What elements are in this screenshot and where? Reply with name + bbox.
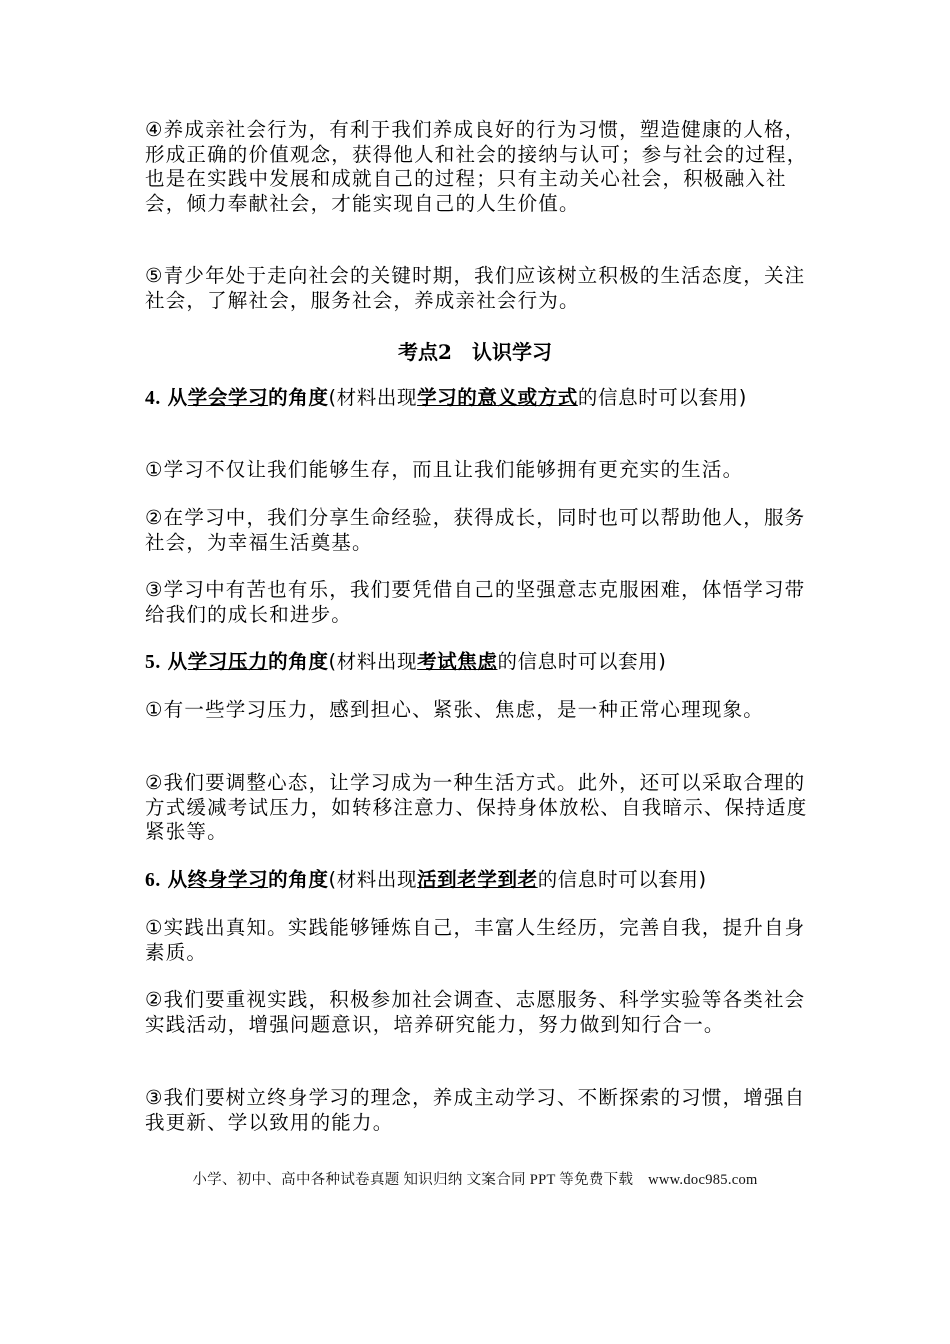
section-keyword: 学习压力 — [187, 650, 269, 673]
list-item: ②在学习中，我们分享生命经验，获得成长，同时也可以帮助他人，服务社会，为幸福生活奠基。 — [145, 506, 806, 554]
list-item: ③学习中有苦也有乐，我们要凭借自己的坚强意志克服困难，体悟学习带给我们的成长和进步。 — [145, 578, 806, 626]
paragraph-prosocial-benefits: ④养成亲社会行为，有利于我们养成良好的行为习惯，塑造健康的人格，形成正确的价值观念，获得他人和社会的接纳与认可；参与社会的过程，也是在实践中发展和成就自己的过程；只有主动关心社会，积极融入社会，倾力奉献社会，才能实现自己的人生价值。 — [145, 118, 808, 215]
section-note-post: 的信息时可以套用) — [537, 868, 707, 891]
list-item: ②我们要重视实践，积极参加社会调查、志愿服务、科学实验等各类社会实践活动，增强问题意识，培养研究能力，努力做到知行合一。 — [145, 988, 806, 1036]
section-pre: 从 — [167, 868, 188, 891]
list-item: ①有一些学习压力，感到担心、紧张、焦虑，是一种正常心理现象。 — [145, 698, 764, 721]
section-note-post: 的信息时可以套用) — [577, 386, 747, 409]
section-heading: 考点2 认识学习 — [398, 340, 552, 364]
section-title-5 — [145, 650, 813, 676]
section-note-pre: (材料出现 — [328, 868, 418, 891]
section-keyword: 学会学习 — [187, 386, 269, 409]
section-pre: 从 — [167, 386, 188, 409]
footer-download-notice: 小学、初中、高中各种试卷真题 知识归纳 文案合同 PPT 等免费下载 www.doc985.com — [192, 1172, 758, 1188]
list-item: ③我们要树立终身学习的理念，养成主动学习、不断探索的习惯，增强自我更新、学以致用的能力。 — [145, 1086, 806, 1134]
section-mid: 的角度 — [268, 650, 329, 673]
section-title-6 — [145, 868, 813, 894]
section-note-keyword: 考试焦虑 — [417, 650, 498, 673]
list-item: ①学习不仅让我们能够生存，而且让我们能够拥有更充实的生活。 — [145, 458, 744, 481]
section-mid: 的角度 — [268, 868, 329, 891]
section-mid: 的角度 — [268, 386, 329, 409]
section-number: 5. — [145, 652, 161, 673]
list-item: ②我们要调整心态，让学习成为一种生活方式。此外，还可以采取合理的方式缓减考试压力，如转移注意力、保持身体放松、自我暗示、保持适度紧张等。 — [145, 771, 808, 843]
section-number: 6. — [145, 870, 161, 891]
section-note-pre: (材料出现 — [328, 386, 418, 409]
section-note-pre: (材料出现 — [328, 650, 418, 673]
section-note-post: 的信息时可以套用) — [497, 650, 667, 673]
section-keyword: 终身学习 — [187, 868, 269, 891]
section-title-4 — [145, 386, 813, 412]
section-note-keyword: 学习的意义或方式 — [417, 386, 578, 409]
section-note-keyword: 活到老学到老 — [417, 868, 538, 891]
section-pre: 从 — [167, 650, 188, 673]
paragraph-youth-attitude: ⑤青少年处于走向社会的关键时期，我们应该树立积极的生活态度，关注社会，了解社会，服务社会，养成亲社会行为。 — [145, 264, 806, 312]
list-item: ①实践出真知。实践能够锤炼自己，丰富人生经历，完善自我，提升自身素质。 — [145, 916, 806, 964]
section-number: 4. — [145, 388, 161, 409]
